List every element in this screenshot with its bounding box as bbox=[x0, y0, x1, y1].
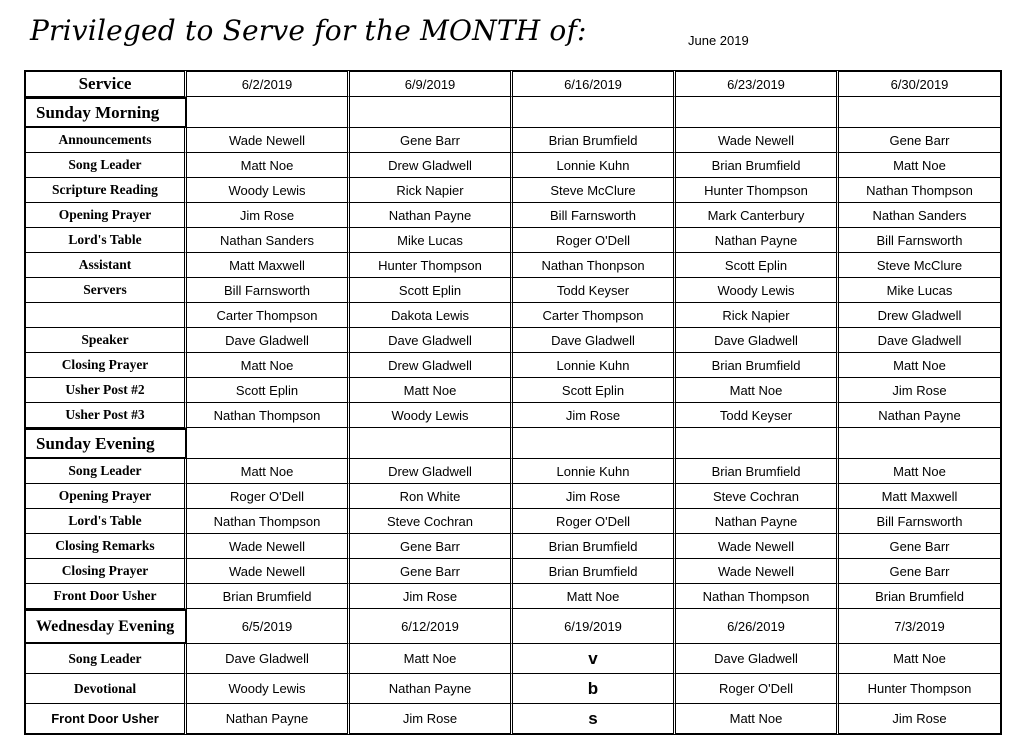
sunday-evening-heading: Sunday Evening bbox=[24, 428, 187, 459]
name-cell: Brian Brumfield bbox=[513, 534, 676, 559]
role-label: Song Leader bbox=[24, 153, 187, 178]
name-cell: Dave Gladwell bbox=[187, 328, 350, 353]
wednesday-evening-heading: Wednesday Evening bbox=[24, 609, 187, 644]
name-cell: Matt Noe bbox=[839, 459, 1002, 484]
name-cell: b bbox=[513, 674, 676, 704]
table-row bbox=[24, 328, 1002, 353]
role-label: Closing Prayer bbox=[24, 353, 187, 378]
table-row bbox=[24, 484, 1002, 509]
name-cell: Matt Maxwell bbox=[187, 253, 350, 278]
name-cell: Matt Noe bbox=[350, 644, 513, 674]
name-cell: Jim Rose bbox=[350, 704, 513, 735]
name-cell: Jim Rose bbox=[350, 584, 513, 609]
name-cell: Rick Napier bbox=[350, 178, 513, 203]
name-cell: Matt Noe bbox=[676, 704, 839, 735]
name-cell: Brian Brumfield bbox=[187, 584, 350, 609]
table-row bbox=[24, 278, 1002, 303]
table-row bbox=[24, 353, 1002, 378]
name-cell: Bill Farnsworth bbox=[187, 278, 350, 303]
empty-cell bbox=[187, 428, 350, 459]
name-cell: Jim Rose bbox=[839, 378, 1002, 403]
role-label: Speaker bbox=[24, 328, 187, 353]
date-header: 6/12/2019 bbox=[350, 609, 513, 644]
name-cell: Nathan Payne bbox=[350, 203, 513, 228]
name-cell: Woody Lewis bbox=[187, 674, 350, 704]
name-cell: Dave Gladwell bbox=[350, 328, 513, 353]
name-cell: Nathan Payne bbox=[676, 509, 839, 534]
name-cell: Wade Newell bbox=[676, 534, 839, 559]
name-cell: Matt Noe bbox=[350, 378, 513, 403]
table-row bbox=[24, 559, 1002, 584]
name-cell: Dave Gladwell bbox=[839, 328, 1002, 353]
name-cell: Mark Canterbury bbox=[676, 203, 839, 228]
name-cell: Jim Rose bbox=[513, 484, 676, 509]
name-cell: Steve McClure bbox=[839, 253, 1002, 278]
name-cell: Brian Brumfield bbox=[513, 128, 676, 153]
name-cell: Jim Rose bbox=[187, 203, 350, 228]
name-cell: Dave Gladwell bbox=[513, 328, 676, 353]
name-cell: Gene Barr bbox=[839, 128, 1002, 153]
sunday-morning-header-row bbox=[24, 97, 1002, 128]
empty-cell bbox=[187, 97, 350, 128]
name-cell: Brian Brumfield bbox=[676, 153, 839, 178]
table-row bbox=[24, 403, 1002, 428]
empty-cell bbox=[839, 97, 1002, 128]
date-header: 6/5/2019 bbox=[187, 609, 350, 644]
table-row bbox=[24, 378, 1002, 403]
name-cell: Woody Lewis bbox=[187, 178, 350, 203]
name-cell: Wade Newell bbox=[676, 128, 839, 153]
name-cell: Dave Gladwell bbox=[187, 644, 350, 674]
name-cell: Gene Barr bbox=[839, 534, 1002, 559]
empty-cell bbox=[513, 97, 676, 128]
empty-cell bbox=[676, 97, 839, 128]
name-cell: Matt Noe bbox=[839, 644, 1002, 674]
name-cell: Nathan Payne bbox=[350, 674, 513, 704]
name-cell: Wade Newell bbox=[187, 128, 350, 153]
table-row bbox=[24, 459, 1002, 484]
schedule-table bbox=[24, 70, 1002, 735]
name-cell: Dave Gladwell bbox=[676, 644, 839, 674]
name-cell: Roger O'Dell bbox=[513, 509, 676, 534]
date-header: 6/2/2019 bbox=[187, 70, 350, 97]
name-cell: Matt Noe bbox=[839, 353, 1002, 378]
date-header: 6/26/2019 bbox=[676, 609, 839, 644]
name-cell: Scott Eplin bbox=[513, 378, 676, 403]
name-cell: Brian Brumfield bbox=[676, 459, 839, 484]
name-cell: Drew Gladwell bbox=[839, 303, 1002, 328]
header-row bbox=[24, 70, 1002, 97]
role-label: Usher Post #3 bbox=[24, 403, 187, 428]
name-cell: Matt Noe bbox=[513, 584, 676, 609]
name-cell: Nathan Payne bbox=[839, 403, 1002, 428]
table-row bbox=[24, 584, 1002, 609]
name-cell: Drew Gladwell bbox=[350, 353, 513, 378]
name-cell: Matt Noe bbox=[187, 459, 350, 484]
table-row bbox=[24, 228, 1002, 253]
name-cell: Jim Rose bbox=[839, 704, 1002, 735]
table-row bbox=[24, 674, 1002, 704]
role-label: Front Door Usher bbox=[24, 584, 187, 609]
table-row bbox=[24, 644, 1002, 674]
name-cell: s bbox=[513, 704, 676, 735]
date-header: 7/3/2019 bbox=[839, 609, 1002, 644]
table-row bbox=[24, 303, 1002, 328]
name-cell: Rick Napier bbox=[676, 303, 839, 328]
name-cell: Todd Keyser bbox=[676, 403, 839, 428]
name-cell: Todd Keyser bbox=[513, 278, 676, 303]
name-cell: Nathan Sanders bbox=[839, 203, 1002, 228]
name-cell: Nathan Thompson bbox=[676, 584, 839, 609]
name-cell: Steve McClure bbox=[513, 178, 676, 203]
role-label: Scripture Reading bbox=[24, 178, 187, 203]
name-cell: Steve Cochran bbox=[350, 509, 513, 534]
role-label: Song Leader bbox=[24, 644, 187, 674]
name-cell: Brian Brumfield bbox=[839, 584, 1002, 609]
role-label bbox=[24, 303, 187, 328]
empty-cell bbox=[839, 428, 1002, 459]
name-cell: Mike Lucas bbox=[839, 278, 1002, 303]
date-header: 6/16/2019 bbox=[513, 70, 676, 97]
name-cell: Woody Lewis bbox=[350, 403, 513, 428]
role-label: Lord's Table bbox=[24, 509, 187, 534]
name-cell: Drew Gladwell bbox=[350, 459, 513, 484]
date-header: 6/9/2019 bbox=[350, 70, 513, 97]
name-cell: Wade Newell bbox=[676, 559, 839, 584]
name-cell: Bill Farnsworth bbox=[839, 228, 1002, 253]
name-cell: Gene Barr bbox=[350, 534, 513, 559]
name-cell: Woody Lewis bbox=[676, 278, 839, 303]
name-cell: Lonnie Kuhn bbox=[513, 353, 676, 378]
date-header: 6/23/2019 bbox=[676, 70, 839, 97]
name-cell: Matt Noe bbox=[676, 378, 839, 403]
empty-cell bbox=[350, 97, 513, 128]
name-cell: v bbox=[513, 644, 676, 674]
name-cell: Carter Thompson bbox=[513, 303, 676, 328]
page-title: Privileged to Serve for the MONTH of: bbox=[30, 14, 587, 47]
role-label: Assistant bbox=[24, 253, 187, 278]
name-cell: Gene Barr bbox=[839, 559, 1002, 584]
table-row bbox=[24, 203, 1002, 228]
name-cell: Ron White bbox=[350, 484, 513, 509]
name-cell: Nathan Thonpson bbox=[513, 253, 676, 278]
role-label: Song Leader bbox=[24, 459, 187, 484]
name-cell: Hunter Thompson bbox=[839, 674, 1002, 704]
name-cell: Lonnie Kuhn bbox=[513, 153, 676, 178]
role-label: Closing Prayer bbox=[24, 559, 187, 584]
role-label: Lord's Table bbox=[24, 228, 187, 253]
date-header: 6/30/2019 bbox=[839, 70, 1002, 97]
name-cell: Wade Newell bbox=[187, 534, 350, 559]
name-cell: Gene Barr bbox=[350, 128, 513, 153]
empty-cell bbox=[513, 428, 676, 459]
role-label: Front Door Usher bbox=[24, 704, 187, 735]
name-cell: Dave Gladwell bbox=[676, 328, 839, 353]
role-label: Opening Prayer bbox=[24, 203, 187, 228]
name-cell: Hunter Thompson bbox=[676, 178, 839, 203]
name-cell: Bill Farnsworth bbox=[839, 509, 1002, 534]
name-cell: Matt Maxwell bbox=[839, 484, 1002, 509]
role-label: Opening Prayer bbox=[24, 484, 187, 509]
name-cell: Nathan Sanders bbox=[187, 228, 350, 253]
name-cell: Bill Farnsworth bbox=[513, 203, 676, 228]
name-cell: Jim Rose bbox=[513, 403, 676, 428]
role-label: Devotional bbox=[24, 674, 187, 704]
table-row bbox=[24, 534, 1002, 559]
name-cell: Roger O'Dell bbox=[187, 484, 350, 509]
name-cell: Hunter Thompson bbox=[350, 253, 513, 278]
name-cell: Nathan Payne bbox=[187, 704, 350, 735]
name-cell: Lonnie Kuhn bbox=[513, 459, 676, 484]
name-cell: Matt Noe bbox=[839, 153, 1002, 178]
empty-cell bbox=[676, 428, 839, 459]
table-row bbox=[24, 253, 1002, 278]
name-cell: Carter Thompson bbox=[187, 303, 350, 328]
role-label: Closing Remarks bbox=[24, 534, 187, 559]
month-value: June 2019 bbox=[688, 33, 749, 48]
name-cell: Roger O'Dell bbox=[513, 228, 676, 253]
name-cell: Steve Cochran bbox=[676, 484, 839, 509]
name-cell: Nathan Thompson bbox=[187, 403, 350, 428]
table-row bbox=[24, 153, 1002, 178]
name-cell: Nathan Thompson bbox=[839, 178, 1002, 203]
sunday-evening-header-row bbox=[24, 428, 1002, 459]
name-cell: Mike Lucas bbox=[350, 228, 513, 253]
name-cell: Matt Noe bbox=[187, 353, 350, 378]
name-cell: Drew Gladwell bbox=[350, 153, 513, 178]
table-row bbox=[24, 128, 1002, 153]
name-cell: Brian Brumfield bbox=[676, 353, 839, 378]
empty-cell bbox=[350, 428, 513, 459]
name-cell: Brian Brumfield bbox=[513, 559, 676, 584]
table-row bbox=[24, 509, 1002, 534]
name-cell: Scott Eplin bbox=[350, 278, 513, 303]
date-header: 6/19/2019 bbox=[513, 609, 676, 644]
role-label: Usher Post #2 bbox=[24, 378, 187, 403]
name-cell: Scott Eplin bbox=[676, 253, 839, 278]
name-cell: Roger O'Dell bbox=[676, 674, 839, 704]
name-cell: Wade Newell bbox=[187, 559, 350, 584]
table-row bbox=[24, 704, 1002, 735]
name-cell: Gene Barr bbox=[350, 559, 513, 584]
name-cell: Nathan Thompson bbox=[187, 509, 350, 534]
name-cell: Nathan Payne bbox=[676, 228, 839, 253]
name-cell: Scott Eplin bbox=[187, 378, 350, 403]
sunday-morning-heading: Sunday Morning bbox=[24, 97, 187, 128]
name-cell: Dakota Lewis bbox=[350, 303, 513, 328]
name-cell: Matt Noe bbox=[187, 153, 350, 178]
role-label: Servers bbox=[24, 278, 187, 303]
table-row bbox=[24, 178, 1002, 203]
role-label: Announcements bbox=[24, 128, 187, 153]
wednesday-evening-header-row bbox=[24, 609, 1002, 644]
service-header: Service bbox=[24, 70, 187, 97]
